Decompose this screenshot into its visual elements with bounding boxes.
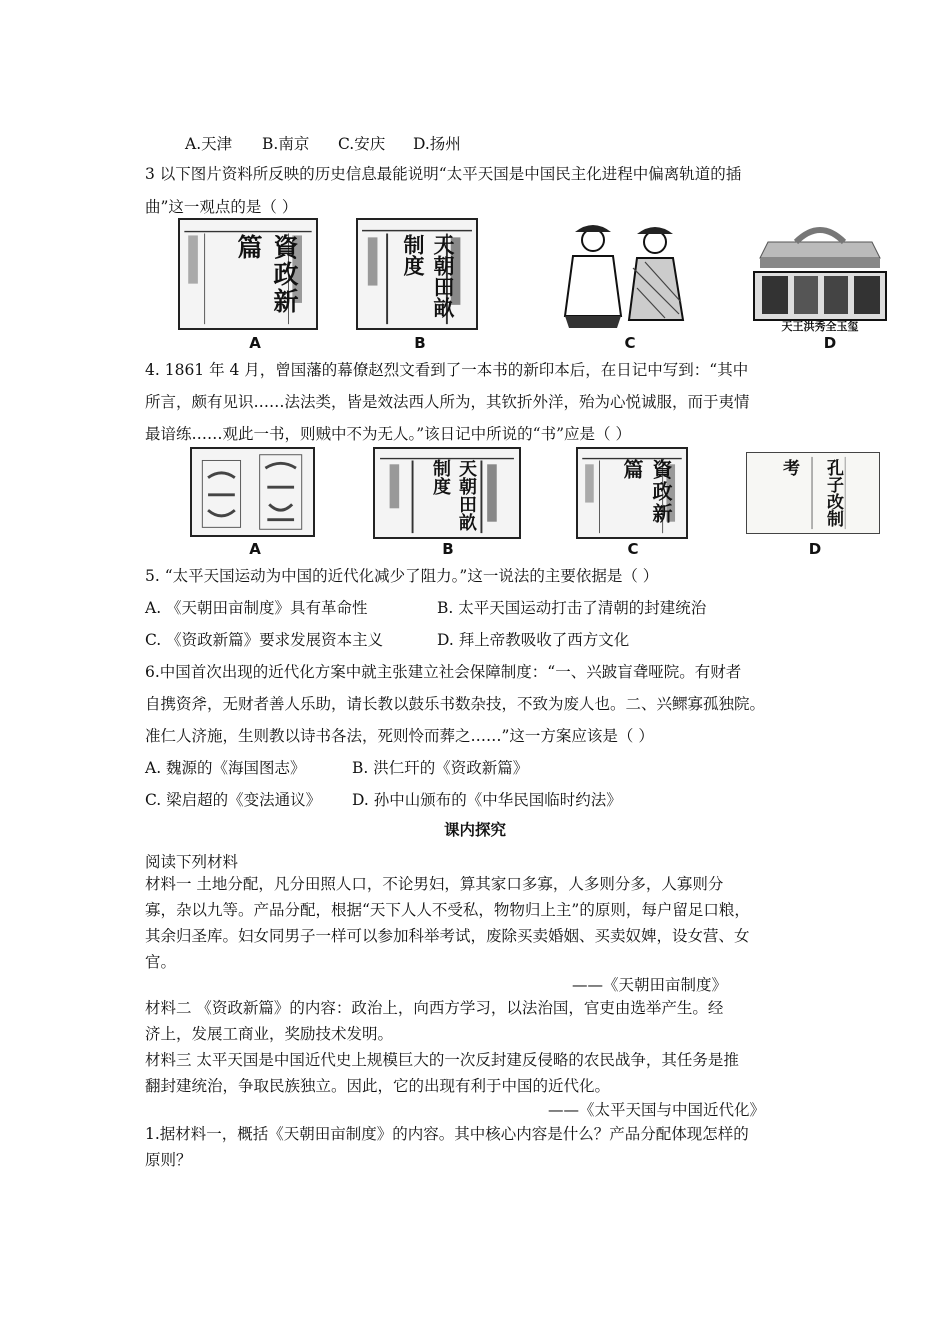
q4-image-d-kongzi-gaizhi-kao [746,452,880,534]
q4-image-a-haiguo-tuzhi [190,447,315,537]
material-1-source: ——《天朝田亩制度》 [572,976,728,994]
q4-image-d-title-2: 考 [779,459,799,478]
q3-image-d-jade-seal [750,218,890,332]
material-3-line-2: 翻封建统治，争取民族独立。因此，它的出现有利于中国的近代化。 [145,1077,611,1095]
q5-option-c: C. 《资政新篇》要求发展资本主义 [145,631,384,649]
q3-label-b: B [414,334,426,352]
material-1-line-4: 官。 [145,953,177,971]
q3-label-c: C [624,334,636,352]
q4-label-b: B [442,540,454,558]
q6-option-d: D. 孙中山颁布的《中华民国临时约法》 [352,791,622,809]
option-b: B.南京 [262,135,310,153]
q6-line-3: 准仁人济施，生则教以诗书各法，死则怜而葬之……”这一方案应该是（ ） [145,727,654,745]
material-1-line-2: 寡，杂以九等。产品分配，根据“天下人人不受私，物物归上主”的原则，每户留足口粮， [145,901,750,919]
q3-line-2: 曲”这一观点的是（ ） [145,198,298,216]
material-1-line-3: 其余归圣库。妇女同男子一样可以参加科举考试，废除买卖婚姻、买卖奴婢，设女营、女 [145,927,750,945]
q4-image-c-title: 資政新篇 [620,459,673,525]
q4-image-d-title: 孔子改制 [823,459,843,527]
material-2-line-2: 济上，发展工商业，奖励技术发明。 [145,1025,394,1043]
option-c: C.安庆 [338,135,386,153]
q3-line-1: 3 以下图片资料所反映的历史信息最能说明“太平天国是中国民主化进程中偏离轨道的插 [145,165,742,183]
reading-intro: 阅读下列材料 [145,853,239,871]
q3-image-d-caption: 天王洪秀全玉玺 [781,320,859,333]
q3-image-b-title: 天朝田畝制度 [401,234,456,318]
q6-line-2: 自携资斧，无财者善人乐助，请长教以鼓乐书数杂技，不致为废人也。二、兴鳏寡孤独院。 [145,695,766,713]
q4-label-a: A [249,540,261,558]
q3-image-a-title: 資政新篇 [234,234,299,315]
q4-image-b-title: 天朝田畝制度 [430,459,477,531]
question-1-line-1: 1.据材料一，概括《天朝田亩制度》的内容。其中核心内容是什么？产品分配体现怎样的 [145,1125,749,1143]
q5-stem: 5. “太平天国运动为中国的近代化减少了阻力。”这一说法的主要依据是（ ） [145,567,659,585]
section-title: 课内探究 [443,820,506,839]
q3-label-d: D [823,334,837,352]
question-1-line-2: 原则？ [145,1151,192,1169]
q6-option-c: C. 梁启超的《变法通议》 [145,791,322,809]
q6-line-1: 6.中国首次出现的近代化方案中就主张建立社会保障制度：“一、兴跛盲聋哑院。有财者 [145,663,742,681]
q3-image-c-figures [545,218,705,332]
q3-label-a: A [249,334,261,352]
q6-option-b: B. 洪仁玕的《资政新篇》 [352,759,529,777]
q4-line-3: 最谙练……观此一书，则贼中不为无人。”该日记中所说的“书”应是（ ） [145,425,631,443]
option-a: A.天津 [185,135,233,153]
material-3-line-1: 材料三 太平天国是中国近代史上规模巨大的一次反封建反侵略的农民战争，其任务是推 [145,1051,739,1069]
q4-image-b-tianchao-tianmu [373,447,521,539]
q4-label-c: C [627,540,639,558]
q4-label-d: D [808,540,822,558]
q4-line-2: 所言，颇有见识……法法类，皆是效法西人所为，其钦折外洋，殆为心悦诚服，而于夷情 [145,393,750,411]
q3-image-b-tianchao-tianmu [356,218,478,330]
option-d: D.扬州 [413,135,461,153]
q5-option-d: D. 拜上帝教吸收了西方文化 [437,631,630,649]
q5-option-a: A. 《天朝田亩制度》具有革命性 [145,599,368,617]
material-1-line-1: 材料一 土地分配，凡分田照人口，不论男妇，算其家口多寡，人多则分多，人寡则分 [145,875,724,893]
q5-option-b: B. 太平天国运动打击了清朝的封建统治 [437,599,707,617]
q4-line-1: 4. 1861 年 4 月，曾国藩的幕僚赵烈文看到了一本书的新印本后，在日记中写到：“其中 [145,361,749,379]
material-3-source: ——《太平天国与中国近代化》 [548,1101,766,1119]
material-2-line-1: 材料二 《资政新篇》的内容：政治上，向西方学习，以法治国，官吏由选举产生。经 [145,999,724,1017]
q4-image-c-zizheng-xinpian [576,447,688,539]
q3-image-a-zizheng-xinpian [178,218,318,330]
q6-option-a: A. 魏源的《海国图志》 [145,759,306,777]
